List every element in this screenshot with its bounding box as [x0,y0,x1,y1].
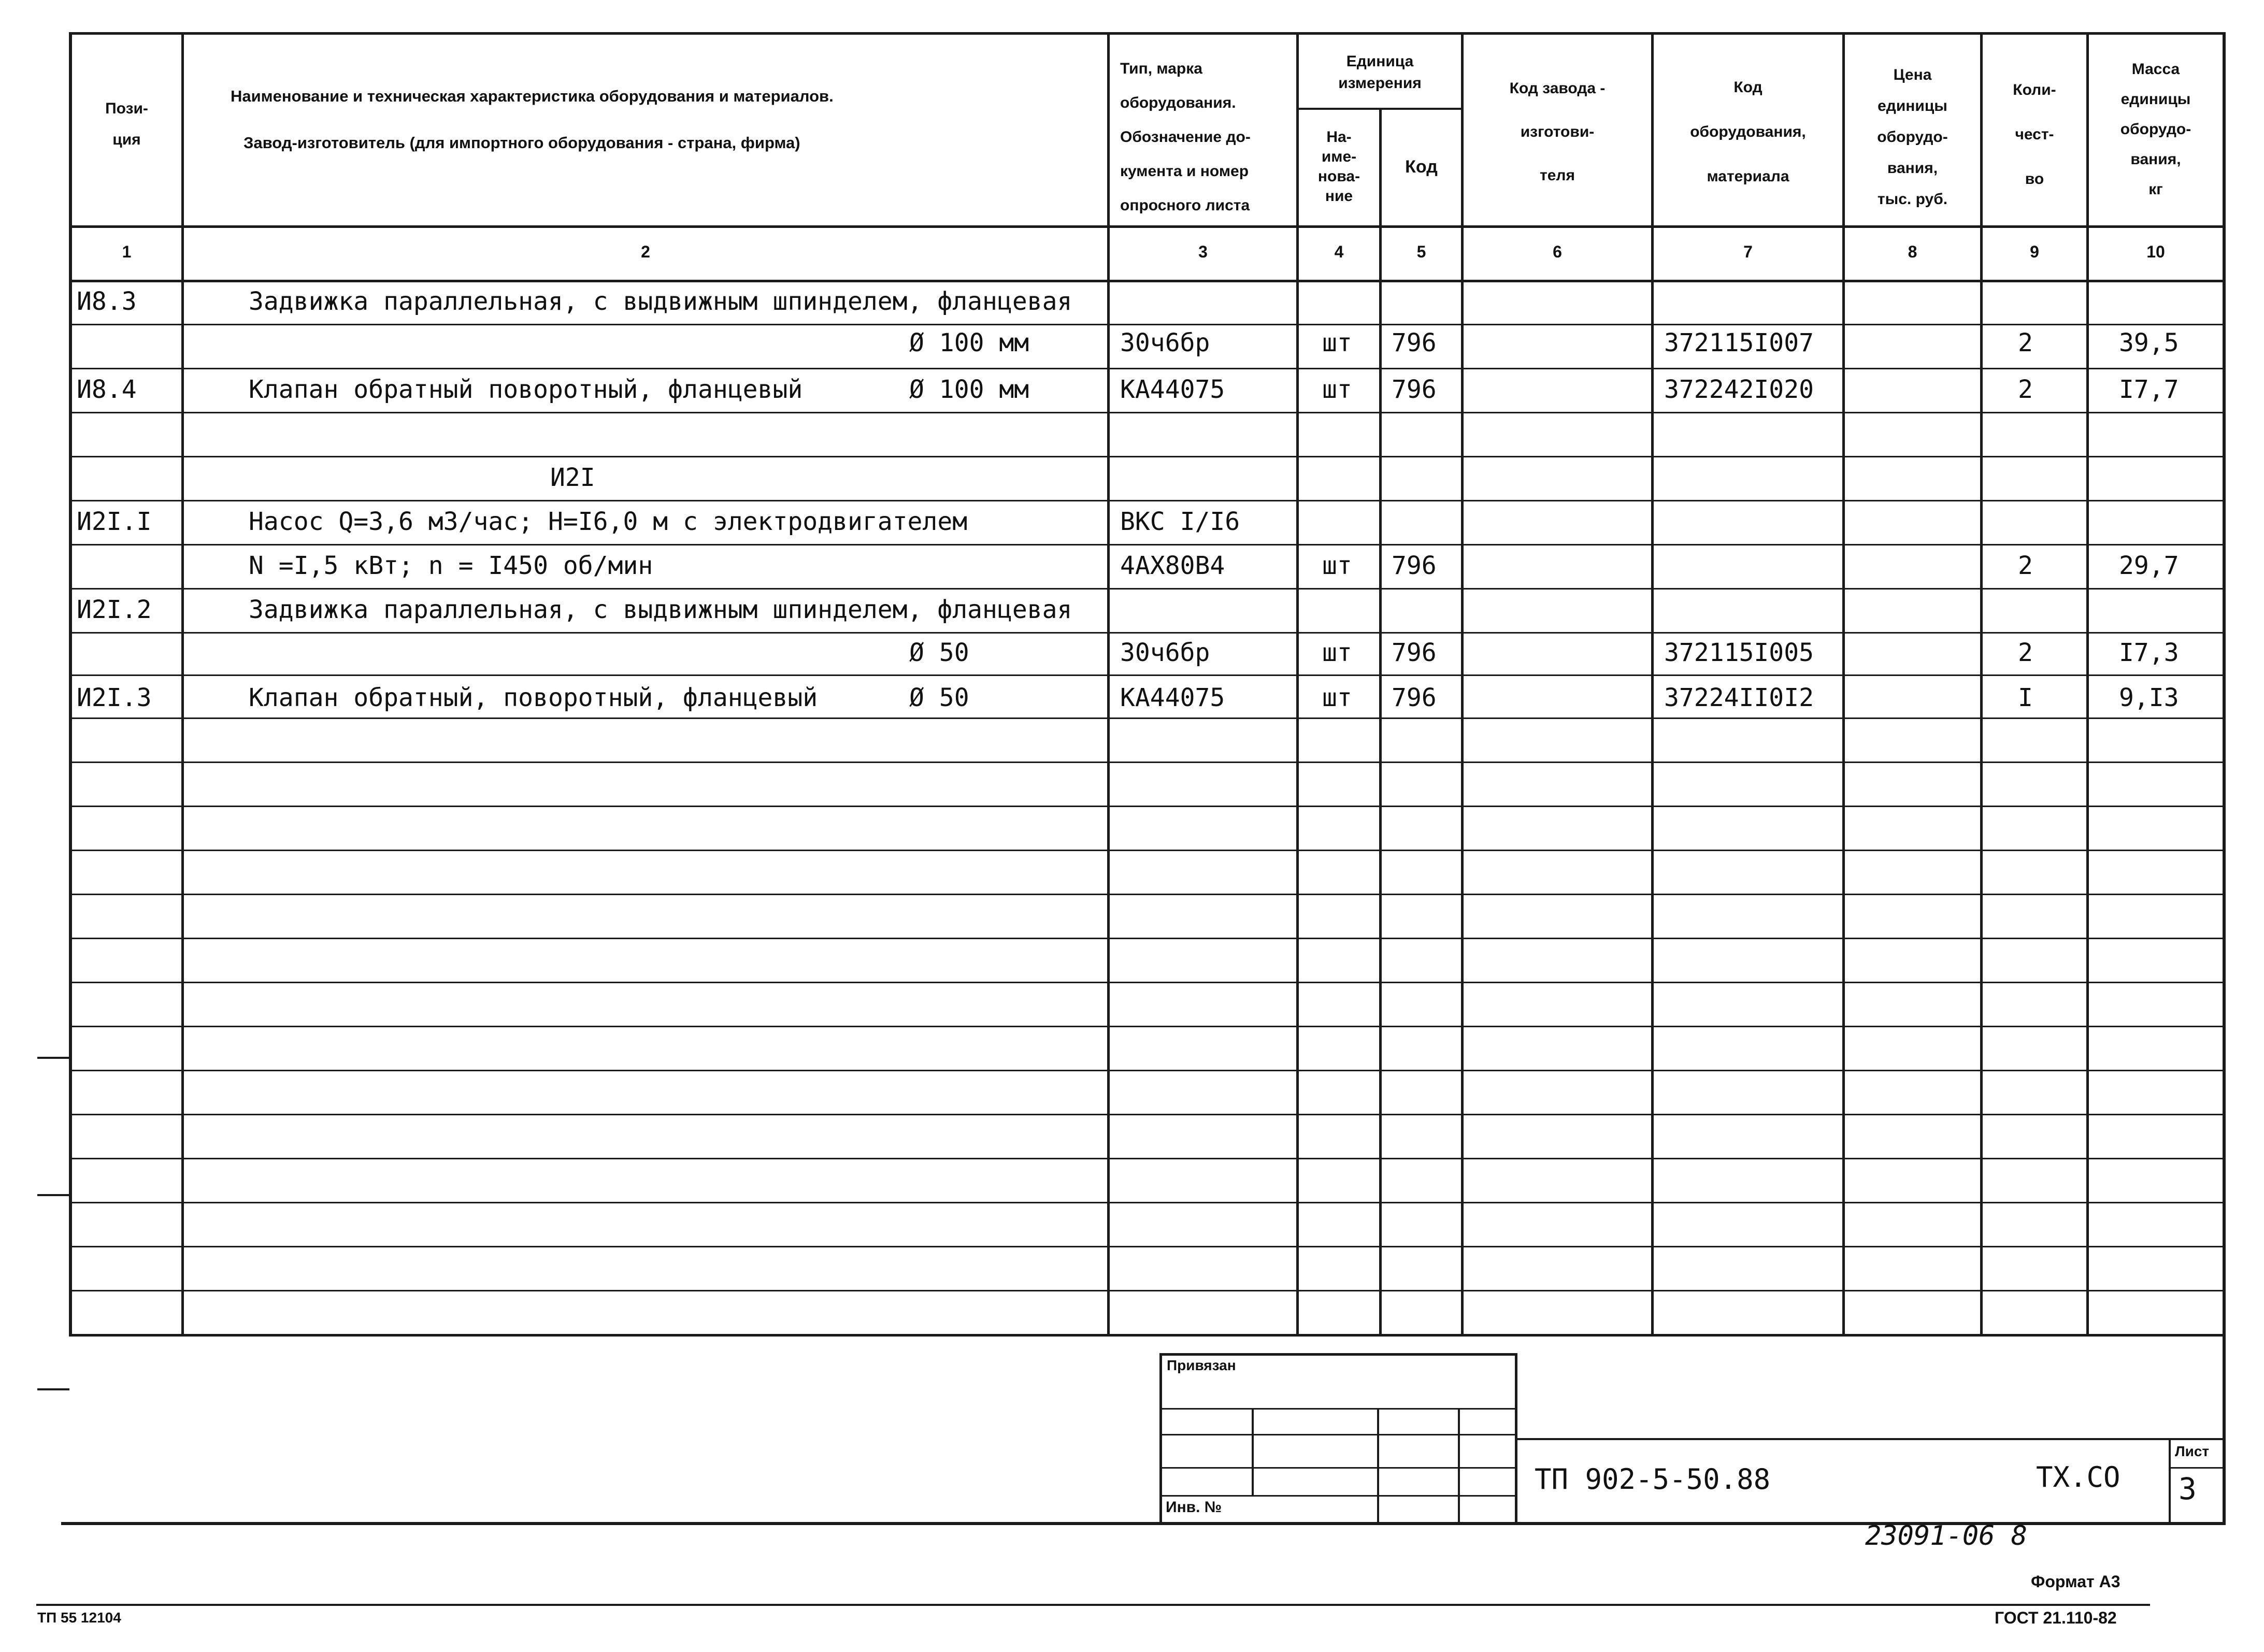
row-type: ВКС I/I6 [1120,507,1240,536]
row-equipment-code: 372115I005 [1664,638,1814,667]
margin-tick [37,1194,69,1196]
col-line-7 [1842,32,1845,1337]
row-line [69,762,2226,763]
col-number: 4 [1334,242,1344,261]
row-unit-code: 796 [1392,638,1437,667]
row-name: N =I,5 кВт; n = I450 об/мин [249,551,653,580]
row-unit: шт [1322,375,1352,404]
row-mass: I7,7 [2119,375,2179,404]
row-unit-code: 796 [1392,375,1437,404]
col-line-9 [2086,32,2089,1337]
row-unit-code: 796 [1392,328,1437,357]
sheet-designation: ТХ.СО [2036,1461,2120,1493]
row-line [69,500,2226,501]
col-number: 2 [641,242,650,261]
table-border-right [2223,32,2226,1524]
header-position: Пози- ция [105,100,148,148]
header-factory-code: Код завода - изготови- теля [1509,80,1606,184]
header-mass: Масса единицы оборудо- вания, кг [2120,61,2191,198]
row-line [69,368,2226,369]
row-unit-code: 796 [1392,683,1437,712]
section-heading: И2I [550,463,595,492]
col-number: 7 [1743,242,1753,261]
stamp-line [2169,1467,2226,1469]
stamp-line [1159,1467,1517,1469]
row-type: 30ч6бр [1120,638,1210,667]
row-unit: шт [1322,328,1352,357]
col-line-6 [1651,32,1654,1337]
row-mass: 29,7 [2119,551,2179,580]
row-line [69,1114,2226,1115]
row-line [69,632,2226,634]
row-position: И8.3 [77,287,137,316]
row-dimension: Ø 50 [909,638,969,667]
row-line [69,1202,2226,1203]
row-unit: шт [1322,683,1352,712]
sheet-number: 3 [2179,1471,2197,1506]
header-name-line1: Наименование и техническая характеристика оборудования и материалов. [231,87,834,105]
row-line [69,1246,2226,1247]
header-unit-code: Код [1405,157,1438,177]
row-line [69,544,2226,545]
row-quantity: 2 [2018,638,2033,667]
number-row-divider [69,280,2226,282]
row-equipment-code: 372242I020 [1664,375,1814,404]
header-type: Тип, марка оборудования. Обозначение до- кумента и номер опросного листа [1120,60,1251,214]
stamp-line [1515,1438,2226,1440]
row-unit-code: 796 [1392,551,1437,580]
stamp-line [2169,1438,2171,1523]
table-border-top [69,32,2226,35]
header-equipment-code: Код оборудования, материала [1690,79,1806,185]
row-name: Насос Q=3,6 м3/час; H=I6,0 м с электродвигателем [249,507,968,536]
row-position: И2I.2 [77,595,152,624]
row-line [69,717,2226,719]
col-number: 9 [2030,242,2039,261]
row-dimension: Ø 100 мм [909,328,1029,357]
row-line [69,1290,2226,1291]
row-mass: I7,3 [2119,638,2179,667]
stamp-line [1377,1408,1379,1522]
row-equipment-code: 37224II0I2 [1664,683,1814,712]
document-code: ТП 902-5-50.88 [1535,1463,1771,1496]
row-type: КА44075 [1120,375,1225,404]
header-unit: Единица измерения [1338,53,1422,92]
stamp-line [1252,1408,1254,1496]
row-position: И2I.I [77,507,152,536]
row-quantity: 2 [2018,551,2033,580]
row-mass: 39,5 [2119,328,2179,357]
row-line [69,1026,2226,1027]
col-line-3 [1296,32,1299,1337]
header-quantity: Коли- чест- во [2013,81,2056,188]
row-line [69,806,2226,807]
stamp-line [1159,1353,1162,1522]
row-type: КА44075 [1120,683,1225,712]
row-line [69,1158,2226,1159]
sheet-label: Лист [2175,1443,2210,1459]
col-number: 5 [1416,242,1426,261]
col-line-1 [181,32,184,1337]
row-unit: шт [1322,638,1352,667]
inventory-label: Инв. № [1166,1499,1222,1516]
footer-left-code: ТП 55 12104 [37,1610,121,1626]
row-mass: 9,I3 [2119,683,2179,712]
row-dimension: Ø 50 [909,683,969,712]
row-dimension: Ø 100 мм [909,375,1029,404]
col-number: 8 [1908,242,1917,261]
header-divider [69,225,2226,228]
stamp-line [1159,1495,1517,1497]
footer-line [36,1604,2150,1606]
stamp-line [1159,1353,1517,1356]
row-line [69,412,2226,413]
stamp-line [1515,1353,1517,1522]
row-type: 4АХ80В4 [1120,551,1225,580]
margin-tick [37,1057,69,1059]
row-line [69,894,2226,895]
row-quantity: 2 [2018,375,2033,404]
row-line [69,982,2226,983]
row-quantity: 2 [2018,328,2033,357]
row-equipment-code: 372115I007 [1664,328,1814,357]
row-line [69,938,2226,939]
col-number: 10 [2146,242,2165,261]
archive-number: 23091-06 8 [1865,1520,2028,1552]
col-number: 3 [1198,242,1208,261]
header-unit-name: На- име- нова- ние [1317,128,1360,205]
col-line-4 [1379,108,1382,1337]
row-name: Задвижка параллельная, с выдвижным шпинделем, фланцевая [249,287,1072,316]
stamp-line [1159,1408,1517,1410]
gost-label: ГОСТ 21.110-82 [1995,1608,2117,1627]
table-border-bottom [69,1334,2226,1337]
stamp-line [1458,1408,1460,1522]
col-line-5 [1461,32,1464,1337]
row-name: Клапан обратный поворотный, фланцевый [249,375,803,404]
header-name-line2: Завод-изготовитель (для импортного оборудования - страна, фирма) [243,134,800,152]
row-name: Клапан обратный, поворотный, фланцевый [249,683,818,712]
row-line [69,674,2226,676]
col-line-8 [1980,32,1983,1337]
row-line [69,1070,2226,1071]
col-number: 1 [122,242,132,261]
row-line [69,456,2226,457]
row-unit: шт [1322,551,1352,580]
stamp-line [1159,1434,1517,1435]
margin-tick [37,1388,69,1390]
row-position: И2I.3 [77,683,152,712]
col-number: 6 [1553,242,1562,261]
row-quantity: I [2018,683,2033,712]
row-type: 30ч6бр [1120,328,1210,357]
row-line [69,588,2226,590]
row-name: Задвижка параллельная, с выдвижным шпинделем, фланцевая [249,595,1072,624]
row-line [69,850,2226,851]
col-line-2 [1107,32,1110,1337]
format-label: Формат А3 [2031,1572,2120,1591]
row-position: И8.4 [77,375,137,404]
header-price: Цена единицы оборудо- вания, тыс. руб. [1877,66,1948,208]
privyazan-label: Привязан [1167,1357,1236,1373]
row-line [69,324,2226,325]
